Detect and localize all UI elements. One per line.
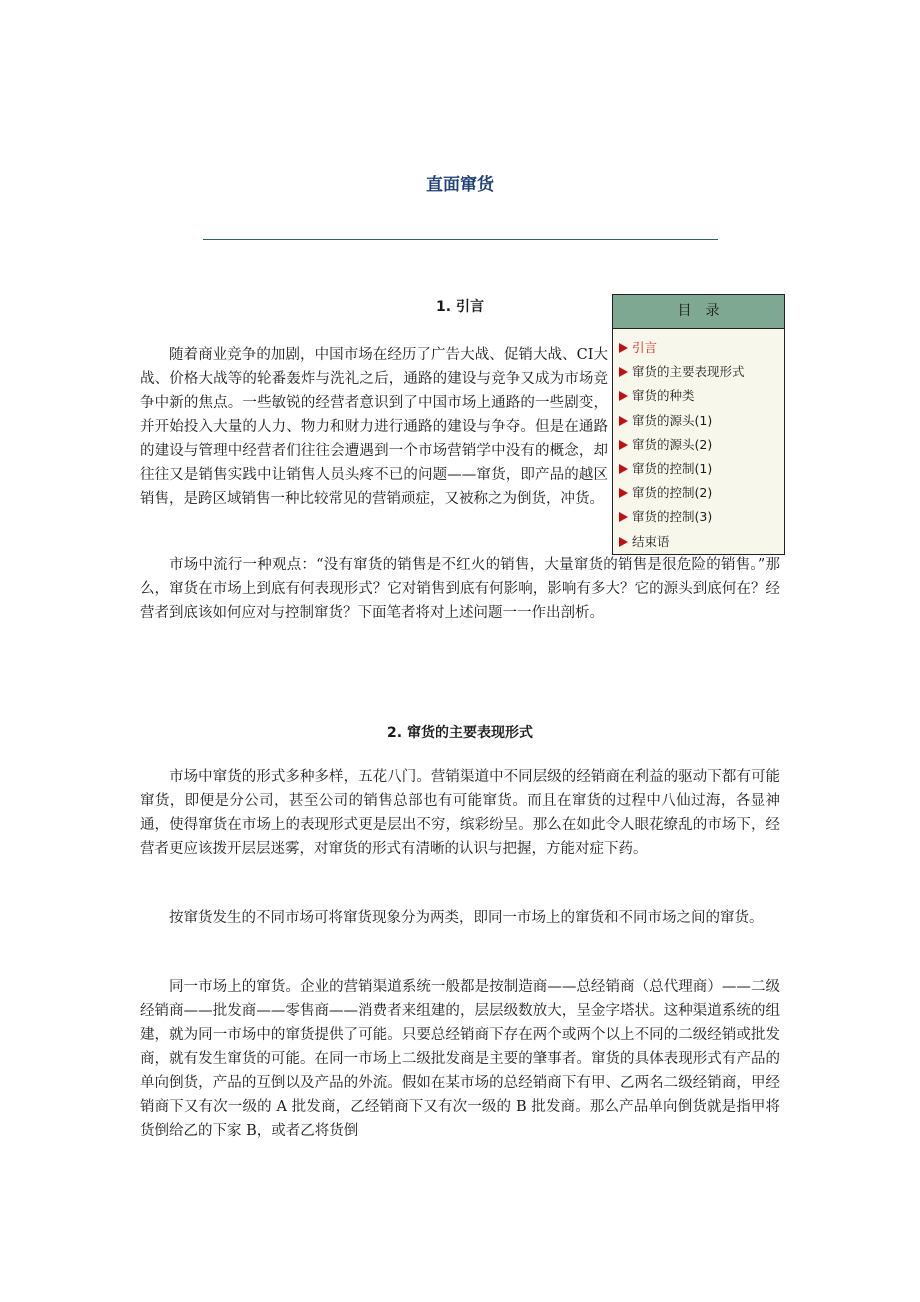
toc-item-sources-1[interactable]	[619, 409, 784, 433]
paragraph: 市场中窜货的形式多种多样，五花八门。营销渠道中不同层级的经销商在利益的驱动下都有可能窜货，即便是分公司，甚至公司的销售总部也有可能窜货。而且在窜货的过程中八仙过海，各显神通，使得窜货在市场上的表现形式更是层出不穷，缤彩纷呈。那么在如此令人眼花缭乱的市场下，经营者更应该拨开层层迷雾，对窜货的形式有清晰的认识与把握，方能对症下药。	[140, 769, 780, 857]
toc-item-control-2[interactable]	[619, 481, 784, 505]
document-title: 直面窜货	[426, 175, 494, 195]
toc-item-label: 窜货的主要表现形式	[632, 364, 745, 380]
toc-list	[613, 329, 784, 554]
arrow-right-icon	[619, 488, 628, 498]
arrow-right-icon	[619, 464, 628, 474]
toc-item-types[interactable]	[619, 384, 784, 408]
toc-header: 目录	[613, 295, 784, 329]
arrow-right-icon	[619, 391, 628, 401]
arrow-right-icon	[619, 537, 628, 547]
arrow-right-icon	[619, 416, 628, 426]
toc-item-forms[interactable]	[619, 360, 784, 384]
toc-item-label: 窜货的种类	[632, 388, 695, 404]
toc-item-label: 窜货的源头(1)	[632, 412, 713, 428]
toc-item-control-1[interactable]	[619, 457, 784, 481]
toc-item-label: 窜货的控制(3)	[632, 509, 713, 525]
toc-item-conclusion[interactable]	[619, 530, 784, 554]
paragraph: 随着商业竞争的加剧，中国市场在经历了广告大战、促销大战、CI大战、价格大战等的轮番轰炸与洗礼之后，通路的建设与竞争又成为市场竞争中新的焦点。一些敏锐的经营者意识到了中国市场上通路的一些剧变，并开始投入大量的人力、物力和财力进行通路的建设与争夺。但是在通路的建设与管理中经营者们往往会遭遇到一个市场营销学中没有的概念，却往往又是销售实践中让销售人员头疼不已的问题——窜货，即产品的越区销售，是跨区域销售一种比较常见的营销顽症，又被称之为倒货，冲货。	[140, 347, 608, 507]
table-of-contents	[612, 294, 785, 555]
toc-item-label: 结束语	[632, 533, 670, 549]
section-heading-forms: 2. 窜货的主要表现形式	[387, 725, 533, 741]
toc-item-intro[interactable]	[619, 336, 784, 360]
toc-item-control-3[interactable]	[619, 505, 784, 529]
paragraph: 同一市场上的窜货。企业的营销渠道系统一般都是按制造商——总经销商（总代理商）——二级经销商——批发商——零售商——消费者来组建的，层层级数放大，呈金字塔状。这种渠道系统的组建，就为同一市场中的窜货提供了可能。只要总经销商下存在两个或两个以上不同的二级经销或批发商，就有发生窜货的可能。在同一市场上二级批发商是主要的肇事者。窜货的具体表现形式有产品的单向倒货，产品的互倒以及产品的外流。假如在某市场的总经销商下有甲、乙两名二级经销商，甲经销商下又有次一级的 A 批发商，乙经销商下又有次一级的 B 批发商。那么产品单向倒货就是指甲将货倒给乙的下家 B，或者乙将货倒	[140, 979, 780, 1139]
section-heading-intro: 1. 引言	[436, 299, 484, 315]
paragraph: 按窜货发生的不同市场可将窜货现象分为两类，即同一市场上的窜货和不同市场之间的窜货。	[169, 910, 764, 926]
paragraph: 市场中流行一种观点：“没有窜货的销售是不红火的销售，大量窜货的销售是很危险的销售。”那么，窜货在市场上到底有何表现形式？它对销售到底有何影响，影响有多大？它的源头到底何在？经营者到底该如何应对与控制窜货？下面笔者将对上述问题一一作出剖析。	[140, 557, 780, 621]
arrow-right-icon	[619, 440, 628, 450]
arrow-right-icon	[619, 512, 628, 522]
arrow-right-icon	[619, 367, 628, 377]
toc-item-label: 窜货的源头(2)	[632, 436, 713, 452]
toc-item-label: 引言	[632, 340, 658, 355]
arrow-right-icon	[619, 343, 628, 353]
toc-item-label: 窜货的控制(1)	[632, 460, 713, 476]
toc-item-label: 窜货的控制(2)	[632, 485, 713, 501]
title-divider	[203, 239, 718, 240]
toc-item-sources-2[interactable]	[619, 433, 784, 457]
